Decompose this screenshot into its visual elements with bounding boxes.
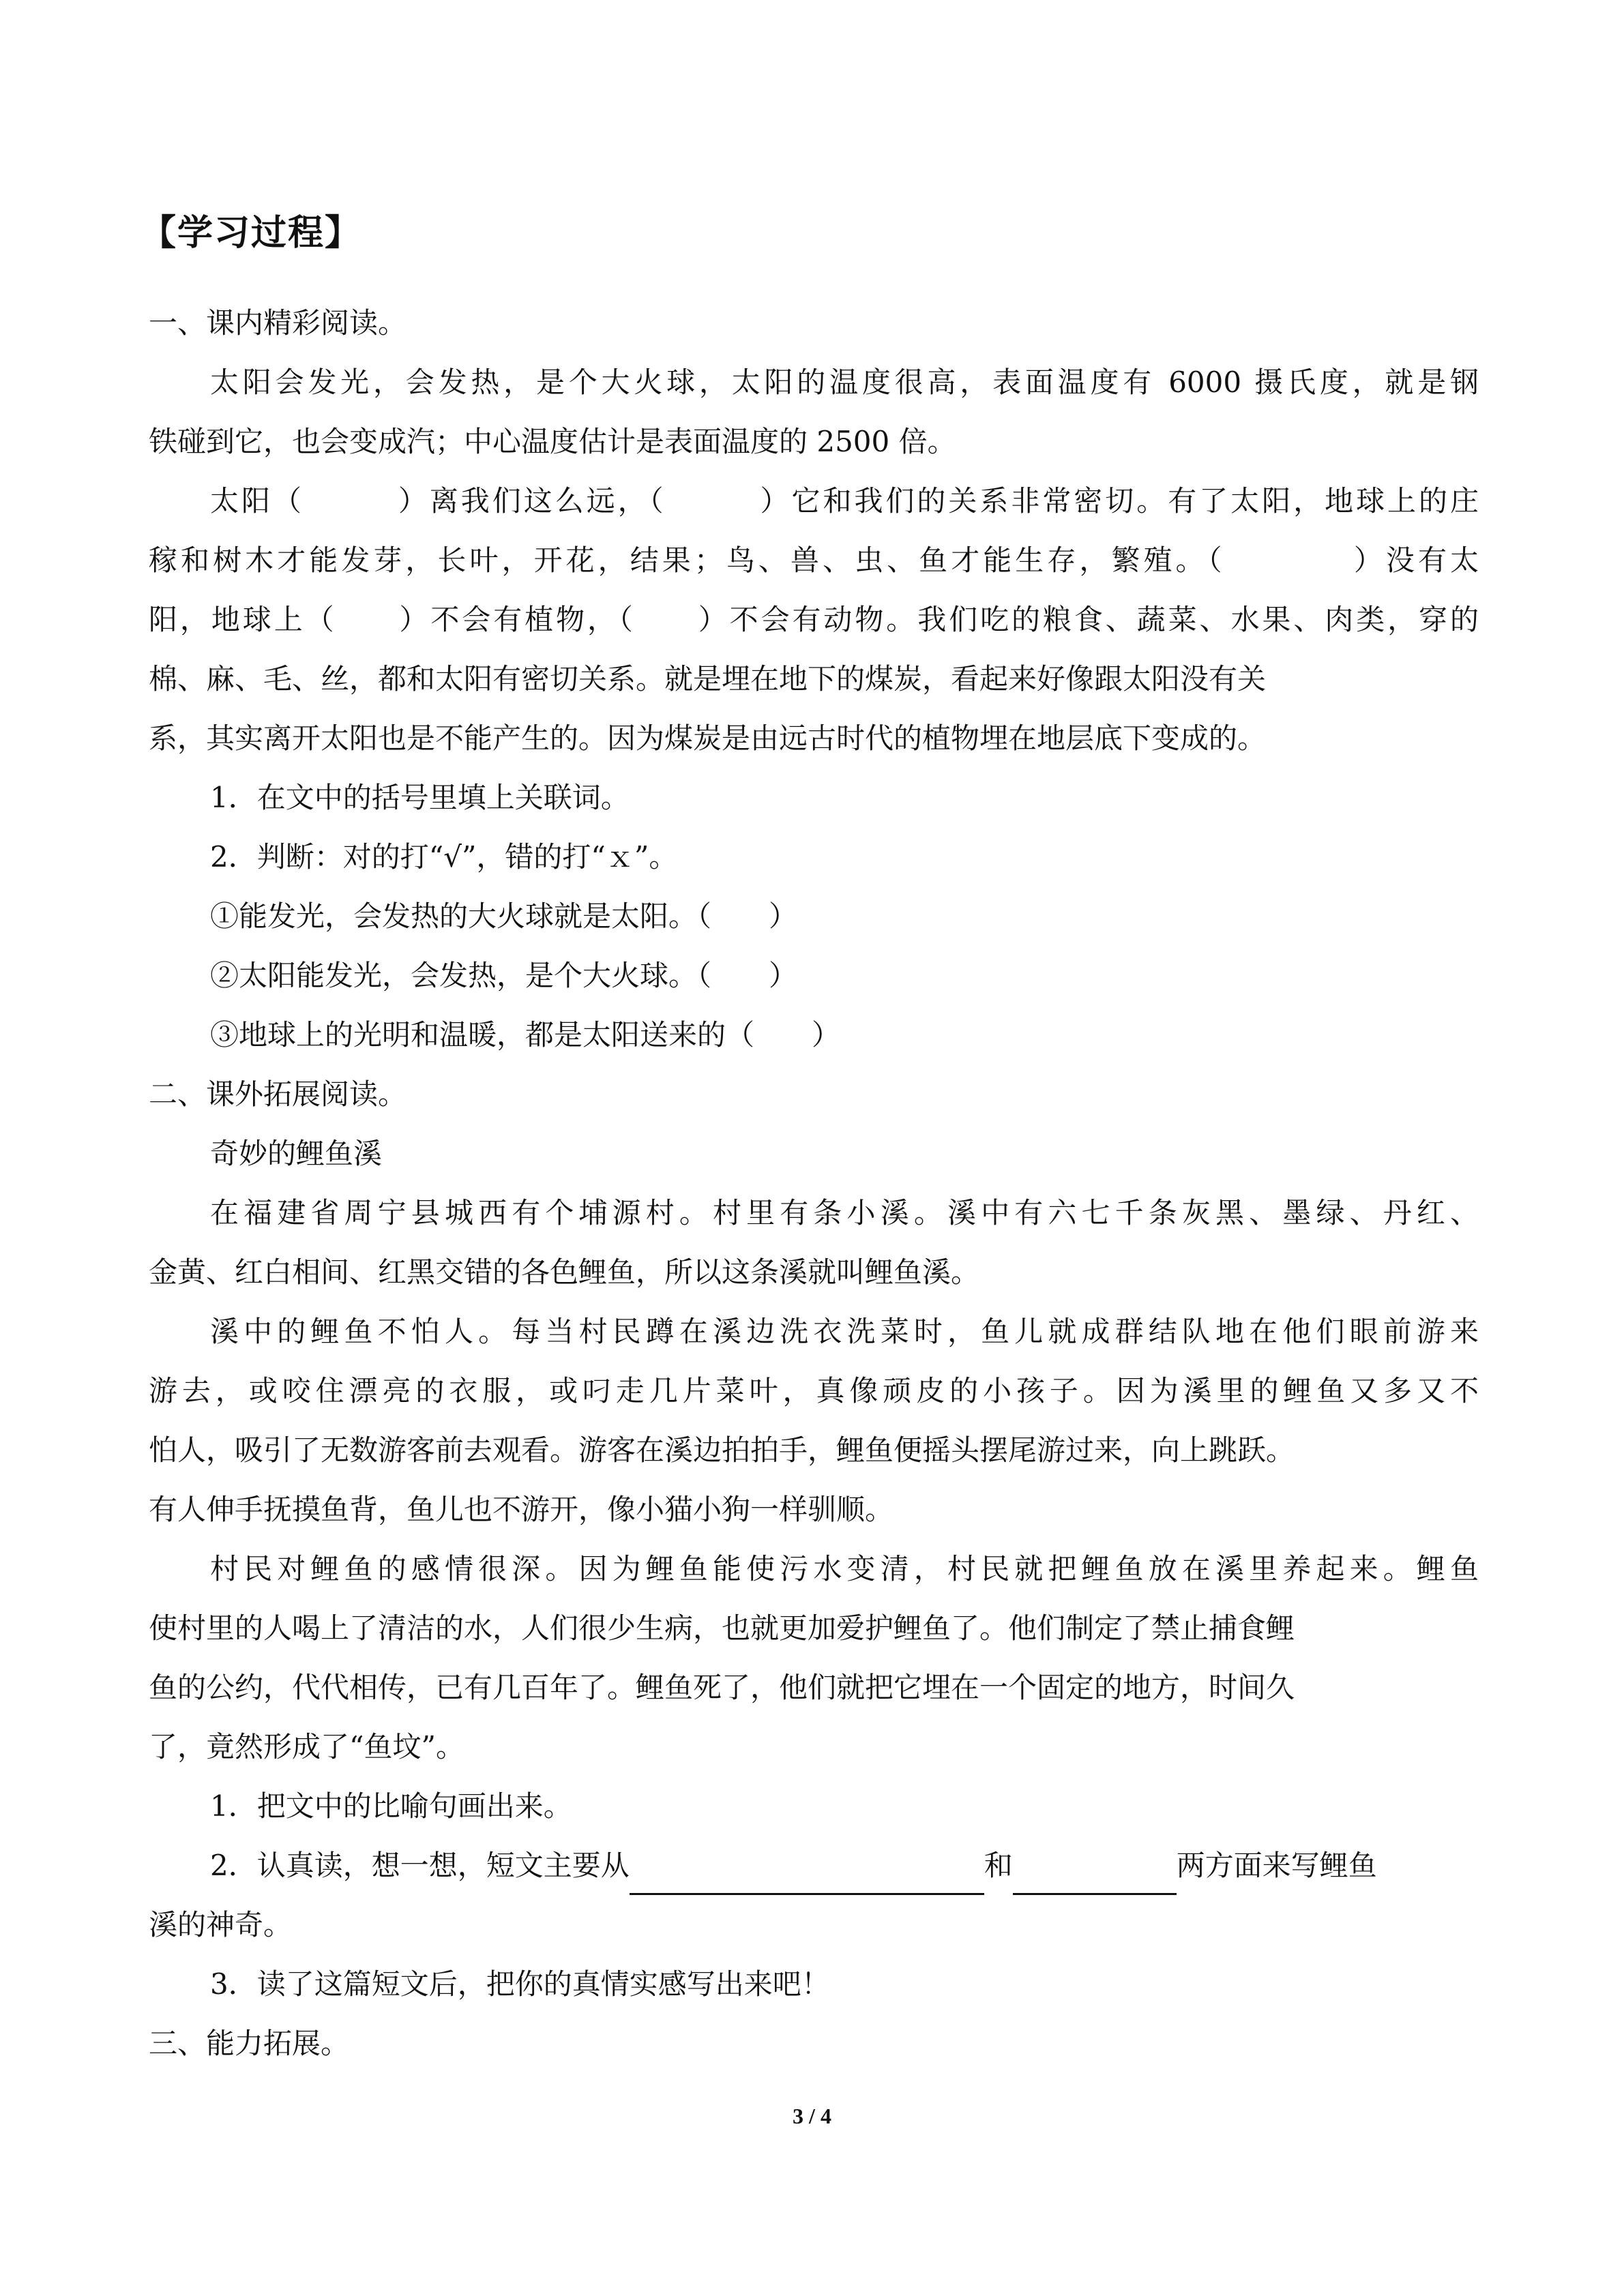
- question-text-part: 2．认真读，想一想，短文主要从: [210, 1849, 630, 1882]
- section1-paragraph-line: 稼和树木才能发芽，长叶，开花，结果；鸟、兽、虫、鱼才能生存，繁殖。（ ）没有太: [149, 543, 1479, 577]
- question-text-part: 两方面来写鲤鱼: [1176, 1849, 1377, 1882]
- section-heading: 【学习过程】: [141, 212, 362, 254]
- answer-blank-2[interactable]: [1013, 1859, 1177, 1895]
- question-text-part: 和: [984, 1849, 1013, 1882]
- judgment-item-3[interactable]: ③地球上的光明和温暖，都是太阳送来的（ ）: [210, 1018, 841, 1052]
- story-paragraph-line: 怕人，吸引了无数游客前去观看。游客在溪边拍拍手，鲤鱼便摇头摆尾游过来，向上跳跃。: [149, 1433, 1295, 1467]
- story-title: 奇妙的鲤鱼溪: [210, 1137, 383, 1170]
- worksheet-content: [149, 293, 1479, 2073]
- story-paragraph-line: 游去，或咬住漂亮的衣服，或叼走几片菜叶，真像顽皮的小孩子。因为溪里的鲤鱼又多又不: [149, 1374, 1479, 1407]
- section2-title: 二、课外拓展阅读。: [149, 1077, 407, 1111]
- section1-paragraph-line: 太阳会发光，会发热，是个大火球，太阳的温度很高，表面温度有 6000 摄氏度，就是钢: [210, 366, 1479, 399]
- judgment-item-1[interactable]: ①能发光，会发热的大火球就是太阳。（ ）: [210, 899, 798, 933]
- section3-title: 三、能力拓展。: [149, 2027, 350, 2060]
- section1-paragraph-line: 系，其实离开太阳也是不能产生的。因为煤炭是由远古时代的植物埋在地层底下变成的。: [149, 721, 1267, 755]
- section1-paragraph-line: 棉、麻、毛、丝，都和太阳有密切关系。就是埋在地下的煤炭，看起来好像跟太阳没有关: [149, 662, 1267, 696]
- section2-question-1: 1．把文中的比喻句画出来。: [210, 1789, 572, 1823]
- section1-question-1: 1．在文中的括号里填上关联词。: [210, 781, 630, 814]
- story-paragraph-line: 使村里的人喝上了清洁的水，人们很少生病，也就更加爱护鲤鱼了。他们制定了禁止捕食鲤: [149, 1611, 1295, 1645]
- story-paragraph-line: 了，竟然形成了“鱼坟”。: [149, 1730, 464, 1763]
- section1-title: 一、课内精彩阅读。: [149, 306, 407, 340]
- section2-question-2-continued: 溪的神奇。: [149, 1908, 293, 1941]
- story-paragraph-line: 金黄、红白相间、红黑交错的各色鲤鱼，所以这条溪就叫鲤鱼溪。: [149, 1255, 980, 1289]
- story-paragraph-line: 鱼的公约，代代相传，已有几百年了。鲤鱼死了，他们就把它埋在一个固定的地方，时间久: [149, 1671, 1295, 1704]
- section2-question-2: [149, 1836, 1479, 1895]
- section1-paragraph-line: 阳，地球上（ ）不会有植物，（ ）不会有动物。我们吃的粮食、蔬菜、水果、肉类，穿的: [149, 603, 1479, 636]
- story-paragraph-line: 在福建省周宁县城西有个埔源村。村里有条小溪。溪中有六七千条灰黑、墨绿、丹红、: [210, 1196, 1479, 1229]
- story-paragraph-line: 溪中的鲤鱼不怕人。每当村民蹲在溪边洗衣洗菜时，鱼儿就成群结队地在他们眼前游来: [210, 1315, 1479, 1348]
- page-number: 3 / 4: [793, 2104, 831, 2128]
- answer-blank-1[interactable]: [630, 1859, 984, 1895]
- section1-paragraph-line: 太阳（ ）离我们这么远，（ ）它和我们的关系非常密切。有了太阳，地球上的庄: [210, 484, 1479, 518]
- section2-question-3: 3．读了这篇短文后，把你的真情实感写出来吧！: [210, 1967, 830, 2001]
- story-paragraph-line: 有人伸手抚摸鱼背，鱼儿也不游开，像小猫小狗一样驯顺。: [149, 1493, 894, 1526]
- story-paragraph-line: 村民对鲤鱼的感情很深。因为鲤鱼能使污水变清，村民就把鲤鱼放在溪里养起来。鲤鱼: [210, 1552, 1479, 1585]
- section1-paragraph-line: 铁碰到它，也会变成汽；中心温度估计是表面温度的 2500 倍。: [149, 425, 956, 458]
- section1-question-2: 2．判断：对的打“√”，错的打“ｘ”。: [210, 840, 678, 874]
- judgment-item-2[interactable]: ②太阳能发光，会发热，是个大火球。（ ）: [210, 959, 798, 992]
